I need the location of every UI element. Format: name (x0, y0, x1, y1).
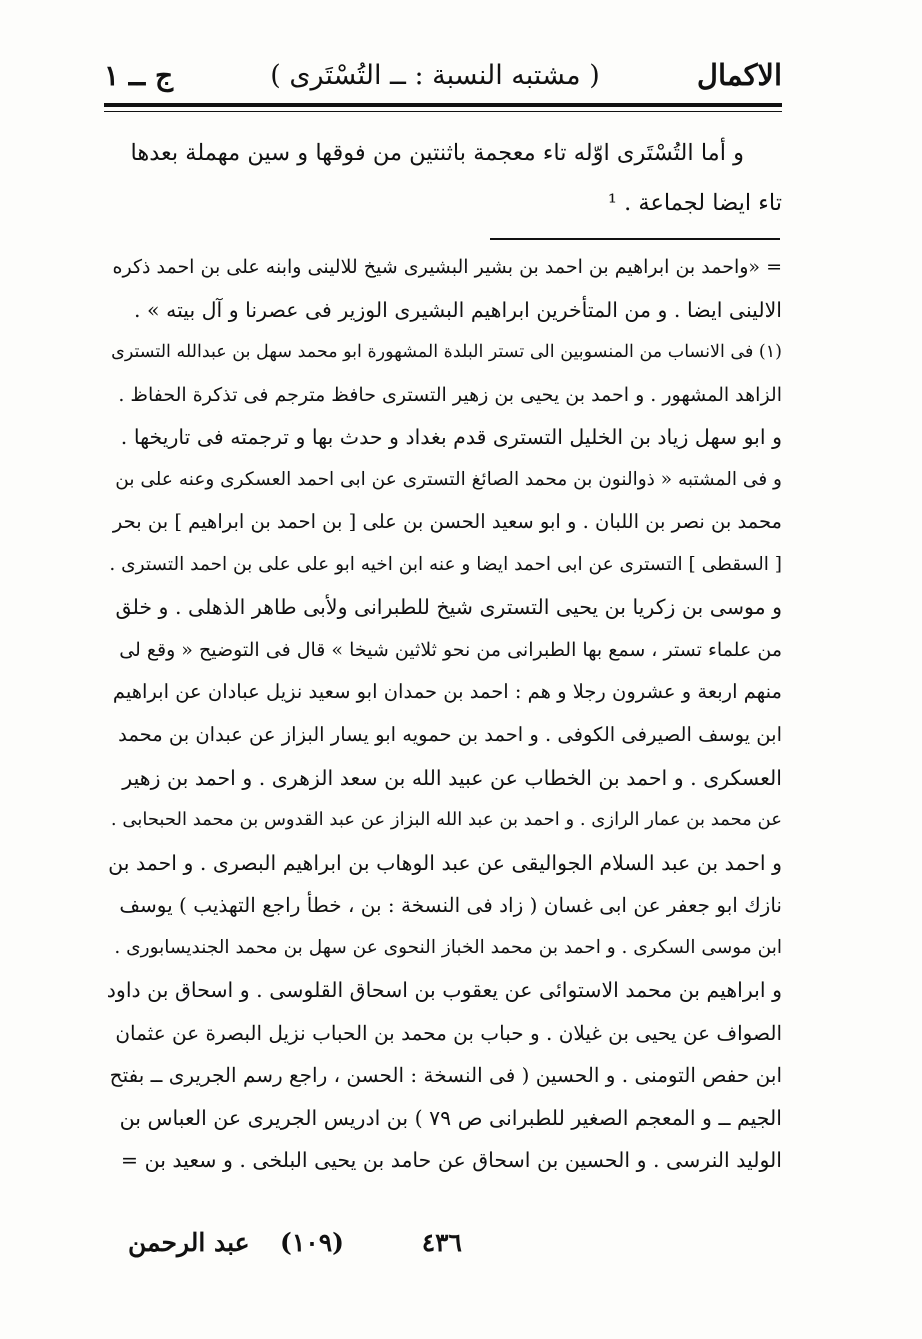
footnote-line: من علماء تستر ، سمع بها الطبرانى من نحو ثلاثين شيخا » قال فى التوضيح « وقع لى (119, 638, 782, 661)
footnote-line: و احمد بن عبد السلام الجواليقى عن عبد الوهاب بن ابراهيم البصرى . و احمد بن (108, 850, 782, 875)
footnote-line: و فى المشتبه « ذوالنون بن محمد الصائغ التسترى عن ابى احمد العسكرى وعنه على بن (115, 468, 782, 490)
footnote-line: نازك ابو جعفر عن ابى غسان ( زاد فى النسخة : بن ، خطأ راجع التهذيب ) يوسف (119, 893, 782, 918)
main-text (104, 128, 782, 228)
footnote-line: العسكرى . و احمد بن الخطاب عن عبيد الله بن سعد الزهرى . و احمد بن زهير (122, 765, 782, 790)
page-number: ٤٣٦ (421, 1228, 462, 1257)
footnote-line: و موسى بن زكريا بن يحيى التسترى شيخ للطبرانى ولأبى طاهر الذهلى . و خلق (115, 595, 782, 620)
header-rule-thick (104, 103, 782, 107)
footnote-line: منهم اربعة و عشرون رجلا و هم : احمد بن حمدان ابو سعيد نزيل عبادان عن ابراهيم (112, 680, 782, 704)
book-title: الاكمال (696, 58, 782, 92)
main-text-line: تاء ايضا لجماعة . ¹ (607, 190, 782, 216)
footnote-line: الزاهد المشهور . و احمد بن يحيى بن زهير التسترى حافظ مترجم فى تذكرة الحفاظ . (118, 383, 782, 406)
footnote-line: الصواف عن يحيى بن غيلان . و حباب بن محمد بن الحباب نزيل البصرة عن عثمان (115, 1020, 782, 1045)
section-title: ( مشتبه النسبة : ــ التُسْتَرى ) (270, 59, 600, 91)
footnote-line: [ السقطى ] التسترى عن ابى احمد ايضا و عنه ابن اخيه ابو على على بن احمد التسترى . (109, 553, 782, 575)
page-footer (128, 1228, 782, 1278)
footnote-line: الوليد النرسى . و الحسين بن اسحاق عن حامد بن يحيى البلخى . و سعيد بن = (120, 1148, 782, 1173)
footnote-line: الجيم ــ و المعجم الصغير للطبرانى ص ٧٩ ) بن ادريس الجريرى عن العباس بن (119, 1105, 782, 1130)
footnote-line: ابن حفص التومنى . و الحسين ( فى النسخة : الحسن ، راجع رسم الجريرى ــ بفتح (109, 1063, 782, 1088)
footnote-line: ابن موسى السكرى . و احمد بن محمد الخباز النحوى عن سهل بن محمد الجنديسابورى . (114, 936, 782, 958)
footnote-separator (490, 238, 780, 240)
footnote-line: = «واحمد بن ابراهيم بن احمد بن بشير البشيرى شيخ للالينى وابنه على بن احمد ذكره (112, 256, 782, 278)
footnotes (104, 246, 782, 1182)
running-header (104, 52, 782, 98)
footnote-line: ابن يوسف الصيرفى الكوفى . و احمد بن حمويه ابو يسار البزاز عن عبدان بن محمد (118, 723, 782, 747)
footer-signature: عبد الرحمن (128, 1228, 250, 1257)
main-text-line: و أما التُسْتَرى اوّله تاء معجمة باثنتين من فوقها و سين مهملة بعدها (130, 140, 744, 166)
print-number: (١٠٩) (280, 1228, 344, 1257)
footnote-line: و ابو سهل زياد بن الخليل التسترى قدم بغداد و حدث بها و ترجمته فى تاريخها . (120, 425, 782, 450)
footnote-line: عن محمد بن عمار الرازى . و احمد بن عبد الله البزاز عن عبد القدوس بن محمد الحبحابى . (110, 809, 782, 831)
header-rule-thin (104, 111, 782, 112)
footnote-line: الالينى ايضا . و من المتأخرين ابراهيم البشيرى الوزير فى عصرنا و آل بيته » . (133, 297, 782, 322)
footnote-line: (١) فى الانساب من المنسوبين الى تستر البلدة المشهورة ابو محمد سهل بن عبدالله التسترى (111, 342, 782, 363)
footnote-line: و ابراهيم بن محمد الاستوائى عن يعقوب بن اسحاق القلوسى . و اسحاق بن داود (106, 978, 782, 1003)
footnote-line: محمد بن نصر بن اللبان . و ابو سعيد الحسن بن على [ بن احمد بن ابراهيم ] بن بحر (112, 510, 782, 534)
volume-number: ج ــ ١ (104, 58, 174, 92)
